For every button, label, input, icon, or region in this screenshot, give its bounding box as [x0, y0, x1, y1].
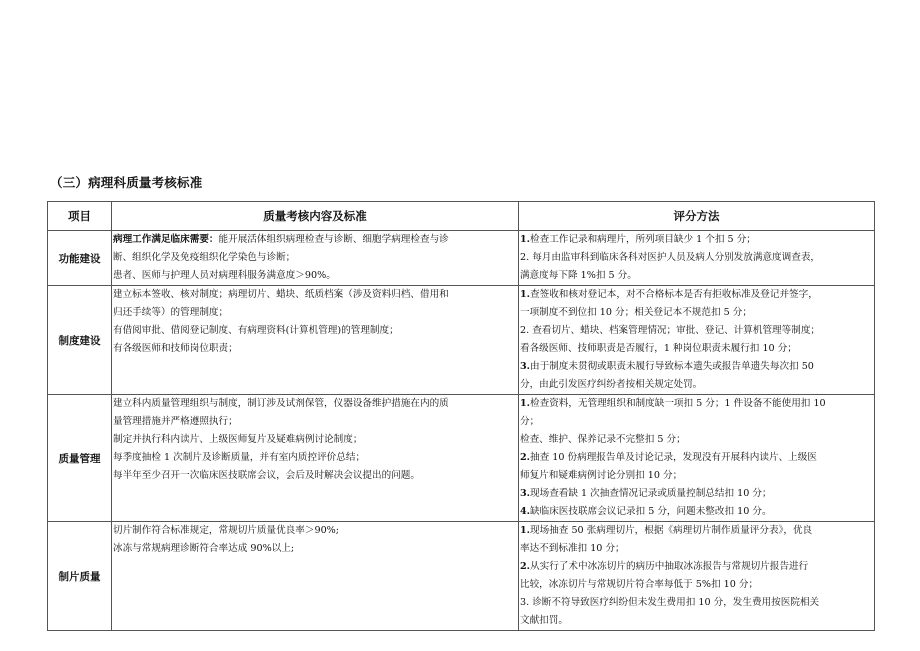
- content-line: [112, 231, 518, 249]
- method-line: [519, 413, 874, 431]
- method-line: [519, 286, 874, 304]
- table-row: [48, 522, 875, 631]
- line-text: 分，由此引发医疗纠纷者按相关规定处罚。: [520, 379, 703, 390]
- line-text: 每季度抽检 1 次制片及诊断质量，并有室内质控评价总结；: [113, 452, 366, 463]
- line-text: 满意度每下降 1%扣 5 分。: [520, 270, 637, 281]
- method-line: [519, 267, 874, 285]
- line-text: 有各级医师和技师岗位职责；: [113, 343, 238, 354]
- content-line: [112, 413, 518, 431]
- line-text: 查签收和核对登记本，对不合格标本是否有拒收标准及登记并签字，: [530, 289, 818, 300]
- row-content: [112, 231, 519, 286]
- assessment-table: [47, 201, 875, 631]
- method-line: [519, 340, 874, 358]
- line-text: 率达不到标准扣 10 分；: [520, 543, 625, 554]
- line-text: 2. 每月由监审科到临床各科对医护人员及病人分别发放满意度调查表，: [520, 252, 821, 263]
- line-text: 由于制度未贯彻或职责未履行导致标本遗失或报告单遗失每次扣 50: [530, 361, 814, 372]
- header-item: 项目: [48, 202, 112, 231]
- item-number: 4.: [520, 506, 531, 517]
- content-line: [112, 540, 518, 558]
- line-text: 现场查看缺 1 次抽查情况记录或质量控制总结扣 10 分；: [530, 488, 772, 499]
- line-text: 看各级医师、技师职责是否履行，1 种岗位职责未履行扣 10 分；: [520, 343, 797, 354]
- item-number: 3.: [520, 488, 531, 499]
- line-text: 制定并执行科内读片、上级医师复片及疑难病例讨论制度；: [113, 434, 363, 445]
- line-text: 归还手续等）的管理制度；: [113, 307, 229, 318]
- line-text: 现场抽查 50 张病理切片，根据《病理切片制作质量评分表》，优良: [530, 525, 813, 536]
- method-line: [519, 231, 874, 249]
- row-category: 质量管理: [48, 395, 112, 522]
- line-text: 冰冻与常规病理诊断符合率达成 90%以上;: [113, 543, 295, 554]
- line-text: 建立科内质量管理组织与制度，制订涉及试剂保管，仪器设备维护措施在内的质: [113, 398, 449, 409]
- line-text: 3. 诊断不符导致医疗纠纷但未发生费用扣 10 分，发生费用按医院相关: [520, 597, 820, 608]
- method-line: [519, 358, 874, 376]
- item-number: 2.: [520, 561, 531, 572]
- method-line: [519, 304, 874, 322]
- line-text: 患者、医师与护理人员对病理科服务满意度＞90%。: [113, 270, 336, 281]
- content-line: [112, 522, 518, 540]
- section-title: （三）病理科质量考核标准: [50, 175, 203, 190]
- line-text: 抽查 10 份病理报告单及讨论记录，发现没有开展科内读片、上级医: [530, 452, 817, 463]
- method-line: [519, 376, 874, 394]
- table-row: [48, 286, 875, 395]
- line-text: 检查工作记录和病理片，所列项目缺少 1 个扣 5 分；: [530, 234, 756, 245]
- line-text: 2. 查看切片、蜡块、档案管理情况；审批、登记、计算机管理等制度；: [520, 325, 821, 336]
- method-line: [519, 503, 874, 521]
- method-line: [519, 576, 874, 594]
- method-line: [519, 249, 874, 267]
- method-line: [519, 558, 874, 576]
- method-line: [519, 612, 874, 630]
- item-number: 2.: [520, 452, 531, 463]
- line-text: 检查资料，无管理组织和制度缺一项扣 5 分；1 件设备不能使用扣 10: [530, 398, 826, 409]
- method-line: [519, 449, 874, 467]
- item-number: 1.: [520, 398, 531, 409]
- method-line: [519, 485, 874, 503]
- line-text: 断、组织化学及免疫组织化学染色与诊断；: [113, 252, 296, 263]
- item-number: 1.: [520, 525, 531, 536]
- method-line: [519, 522, 874, 540]
- line-text: 检查、维护、保养记录不完整扣 5 分；: [520, 434, 686, 445]
- content-line: [112, 449, 518, 467]
- content-line: [112, 395, 518, 413]
- row-category: 制度建设: [48, 286, 112, 395]
- line-text: 每半年至少召开一次临床医技联席会议，会后及时解决会议提出的问题。: [113, 470, 420, 481]
- line-text: 师复片和疑难病例讨论分别扣 10 分；: [520, 470, 683, 481]
- line-text: 文献扣罚。: [520, 615, 568, 626]
- line-text: 能开展活体组织病理检查与诊断、细胞学病理检查与诊: [218, 234, 449, 245]
- line-text: 分；: [520, 416, 540, 427]
- item-number: 3.: [520, 361, 531, 372]
- item-number: 1.: [520, 289, 531, 300]
- content-line: [112, 249, 518, 267]
- content-line: [112, 322, 518, 340]
- row-method: [519, 286, 875, 395]
- table-header-row: [48, 202, 875, 231]
- line-text: 建立标本签收、核对制度；病理切片、蜡块、纸质档案（涉及资料归档、借用和: [113, 289, 449, 300]
- content-line: [112, 304, 518, 322]
- method-line: [519, 431, 874, 449]
- content-line: [112, 340, 518, 358]
- content-line: [112, 286, 518, 304]
- item-number: 1.: [520, 234, 531, 245]
- content-line: [112, 431, 518, 449]
- header-method: 评分方法: [519, 202, 875, 231]
- bold-lead: 病理工作满足临床需要：: [113, 234, 219, 245]
- row-category: 功能建设: [48, 231, 112, 286]
- table-row: [48, 231, 875, 286]
- method-line: [519, 467, 874, 485]
- header-content: 质量考核内容及标准: [112, 202, 519, 231]
- line-text: 量管理措施并严格遵照执行；: [113, 416, 238, 427]
- row-method: [519, 231, 875, 286]
- method-line: [519, 540, 874, 558]
- row-content: [112, 286, 519, 395]
- row-content: [112, 522, 519, 631]
- method-line: [519, 322, 874, 340]
- content-line: [112, 467, 518, 485]
- line-text: 切片制作符合标准规定，常规切片质量优良率＞90%;: [113, 525, 340, 536]
- row-method: [519, 522, 875, 631]
- line-text: 有借阅审批、借阅登记制度、有病理资料(计算机管理)的管理制度；: [113, 325, 399, 336]
- line-text: 一项制度不到位扣 10 分；相关登记本不规范扣 5 分；: [520, 307, 752, 318]
- line-text: 缺临床医技联席会议记录扣 5 分，问题未整改扣 10 分。: [530, 506, 772, 517]
- table-row: [48, 395, 875, 522]
- row-content: [112, 395, 519, 522]
- method-line: [519, 395, 874, 413]
- method-line: [519, 594, 874, 612]
- row-category: 制片质量: [48, 522, 112, 631]
- row-method: [519, 395, 875, 522]
- line-text: 比较，冰冻切片与常规切片符合率每低于 5%扣 10 分；: [520, 579, 759, 590]
- line-text: 从实行了术中冰冻切片的病历中抽取冰冻报告与常规切片报告进行: [530, 561, 809, 572]
- content-line: [112, 267, 518, 285]
